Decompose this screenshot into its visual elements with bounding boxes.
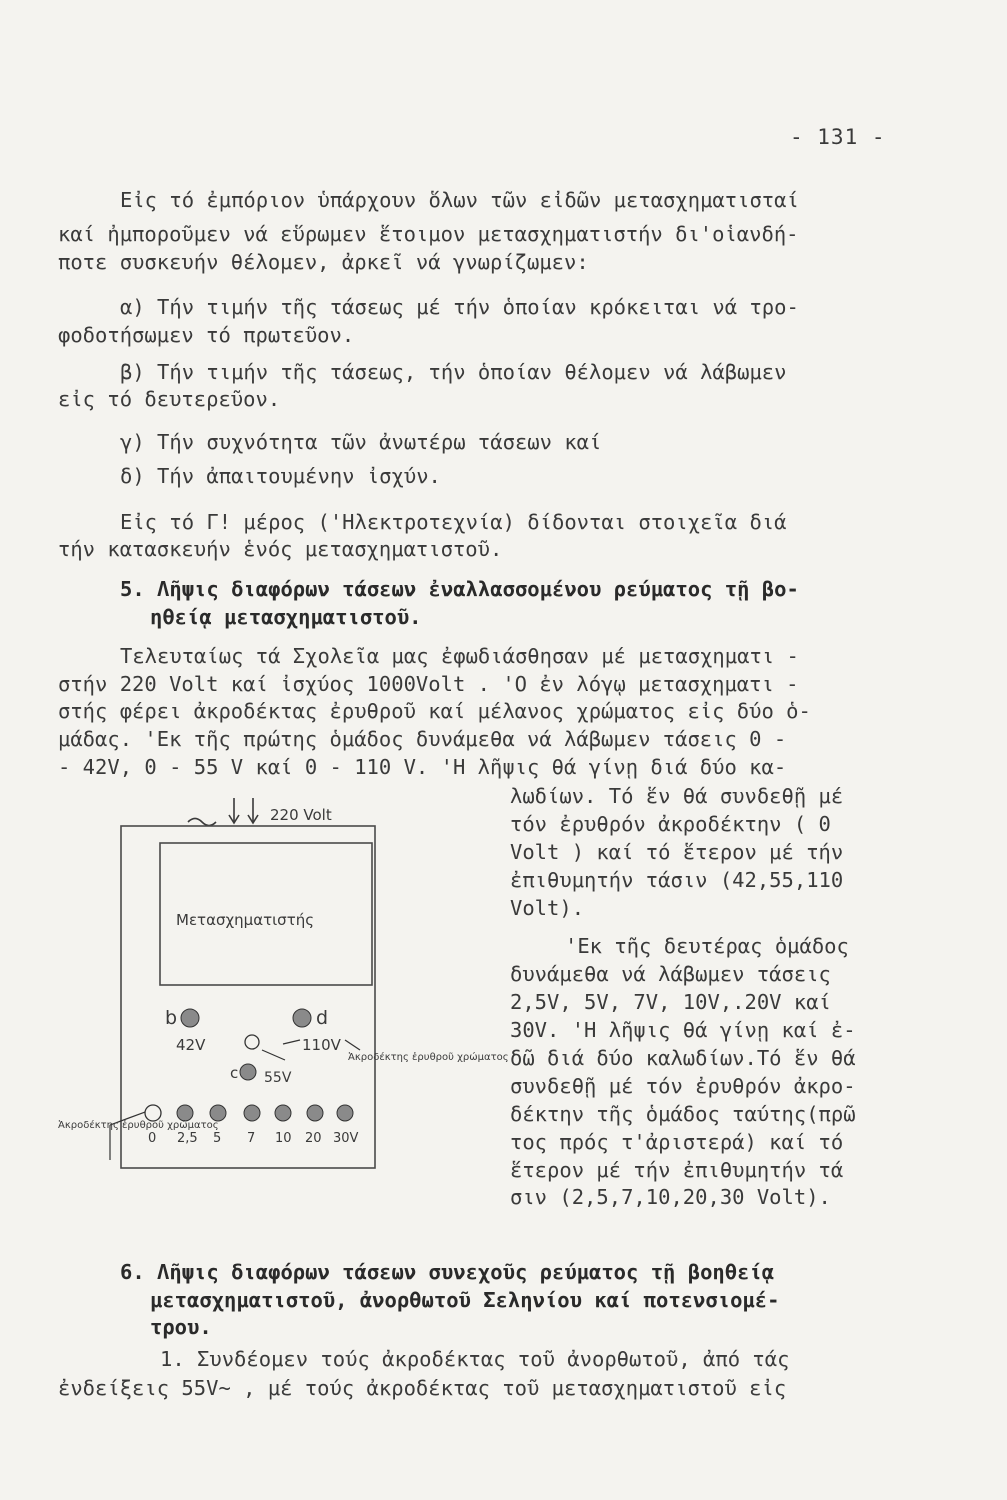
terminal-c-label: c xyxy=(230,1064,239,1082)
text-line: ἐνδείξεις 55V~ , μέ τούς ἀκροδέκτας τοῦ μετασχηματιστοῦ εἰς xyxy=(58,1376,787,1400)
scale-label: 5 xyxy=(213,1131,222,1146)
terminal-icon xyxy=(244,1105,260,1121)
text-line: 30V. 'Η λῆψις θά γίνῃ καί ἐ- xyxy=(510,1018,856,1042)
text-line: 'Εκ τῆς δευτέρας ὁμάδος xyxy=(565,934,849,958)
text-line: στής φέρει ἀκροδέκτας ἐρυθροῦ καί μέλανος χρώματος εἰς δύο ὁ- xyxy=(58,699,811,723)
terminal-b-label: b xyxy=(165,1007,178,1029)
text-line: στήν 220 Volt καί ἰσχύος 1000Volt . 'Ο ἐν λόγῳ μετασχηματι - xyxy=(58,672,799,696)
text-line: Εἰς τό ἐμπόριον ὑπάρχουν ὅλων τῶν εἰδῶν μετασχηματισταί xyxy=(120,188,799,212)
text-line: τήν κατασκευήν ἑνός μετασχηματιστοῦ. xyxy=(58,537,503,561)
text-line: 1. Συνδέομεν τούς ἀκροδέκτας τοῦ ἀνορθωτοῦ, ἀπό τάς xyxy=(160,1347,790,1371)
text-line: ποτε συσκευήν θέλομεν, ἀρκεῖ νά γνωρίζωμεν: xyxy=(58,250,589,274)
scale-label: 0 xyxy=(148,1131,157,1146)
scale-label: 7 xyxy=(247,1131,256,1146)
text-line: σιν (2,5,7,10,20,30 Volt). xyxy=(510,1185,831,1209)
terminal-b-icon xyxy=(181,1009,199,1027)
terminal-icon xyxy=(337,1105,353,1121)
text-line: δ) Τήν ἀπαιτουμένην ἰσχύν. xyxy=(120,464,441,488)
text-line: δῶ διά δύο καλωδίων.Τό ἕν θά xyxy=(510,1046,856,1070)
text-line: συνδεθῇ μέ τόν ἐρυθρόν ἀκρο- xyxy=(510,1074,856,1098)
text-line: καί ἠμποροῦμεν νά εὕρωμεν ἕτοιμον μετασχηματιστήν δι'οἱανδή- xyxy=(58,222,799,246)
text-line: τος πρός τ'ἀριστερά) καί τό xyxy=(510,1130,844,1154)
text-line: 2,5V, 5V, 7V, 10V,.20V καί xyxy=(510,990,831,1014)
scale-label: 2,5 xyxy=(177,1131,198,1146)
text-line: Volt ) καί τό ἕτερον μέ τήν xyxy=(510,840,844,864)
section-heading: 6. Λῆψις διαφόρων τάσεων συνεχοῦς ρεύματος τῇ βοηθείᾳ xyxy=(120,1260,775,1284)
terminal-d-label: d xyxy=(316,1007,329,1029)
terminal-icon xyxy=(307,1105,323,1121)
voltage-42-label: 42V xyxy=(176,1036,206,1054)
terminal-icon xyxy=(210,1105,226,1121)
scale-label: 20 xyxy=(305,1131,322,1146)
section-heading: μετασχηματιστοῦ, ἀνορθωτοῦ Σεληνίου καί ποτενσιομέ- xyxy=(150,1288,780,1312)
text-line: λωδίων. Τό ἕν θά συνδεθῇ μέ xyxy=(510,784,844,808)
voltage-55-label: 55V xyxy=(264,1070,292,1086)
supply-label: 220 Volt xyxy=(270,806,332,824)
left-terminal-callout: Ἀκροδέκτης ἐρυθροῦ χρώματος xyxy=(58,1120,219,1131)
secondary-red-terminal-icon xyxy=(145,1105,161,1121)
text-line: Εἰς τό Γ! μέρος ('Ηλεκτροτεχνία) δίδονται στοιχεῖα διά xyxy=(120,510,787,534)
text-line: μάδας. 'Εκ τῆς πρώτης ὁμάδος δυνάμεθα νά λάβωμεν τάσεις 0 - xyxy=(58,727,787,751)
text-line: - 42V, 0 - 55 V καί 0 - 110 V. 'Η λῆψις θά γίνῃ διά δύο κα- xyxy=(58,755,787,779)
text-line: δυνάμεθα νά λάβωμεν τάσεις xyxy=(510,962,831,986)
text-line: ἐπιθυμητήν τάσιν (42,55,110 xyxy=(510,868,844,892)
terminal-d-icon xyxy=(293,1009,311,1027)
text-line: Volt). xyxy=(510,896,585,920)
page-number: - 131 - xyxy=(790,125,886,149)
section-heading: 5. Λῆψις διαφόρων τάσεων ἐναλλασσομένου ρεύματος τῇ βο- xyxy=(120,577,799,601)
text-line: εἰς τό δευτερεῦον. xyxy=(58,387,281,411)
transformer-label: Μετασχηματιστής xyxy=(176,911,315,929)
terminal-icon xyxy=(177,1105,193,1121)
text-line: ἕτερον μέ τήν ἐπιθυμητήν τά xyxy=(510,1158,844,1182)
scale-label: 10 xyxy=(275,1131,292,1146)
terminal-c-icon xyxy=(240,1064,256,1080)
text-line: φοδοτήσωμεν τό πρωτεῦον. xyxy=(58,323,355,347)
section-heading: τρου. xyxy=(150,1315,212,1339)
text-line: Τελευταίως τά Σχολεῖα μας ἐφωδιάσθησαν μέ μετασχηματι - xyxy=(120,644,799,668)
text-line: δέκτην τῆς ὁμάδος ταύτης(πρῶ xyxy=(510,1102,856,1126)
text-line: τόν ἐρυθρόν ἀκροδέκτην ( 0 xyxy=(510,812,831,836)
text-line: γ) Τήν συχνότητα τῶν ἀνωτέρω τάσεων καί xyxy=(120,430,602,454)
ac-symbol-icon xyxy=(188,819,216,826)
red-terminal-icon xyxy=(245,1035,259,1049)
terminal-icon xyxy=(275,1105,291,1121)
voltage-110-label: 110V xyxy=(302,1036,341,1054)
text-line: β) Τήν τιμήν τῆς τάσεως, τήν ὁποίαν θέλομεν νά λάβωμεν xyxy=(120,360,787,384)
text-line: α) Τήν τιμήν τῆς τάσεως μέ τήν ὁποίαν κρόκειται νά τρο- xyxy=(120,295,799,319)
section-heading: ηθείᾳ μετασχηματιστοῦ. xyxy=(150,605,422,629)
red-terminal-callout: Ἀκροδέκτης ἐρυθροῦ χρώματος xyxy=(348,1052,509,1063)
scale-label: 30V xyxy=(333,1131,359,1146)
